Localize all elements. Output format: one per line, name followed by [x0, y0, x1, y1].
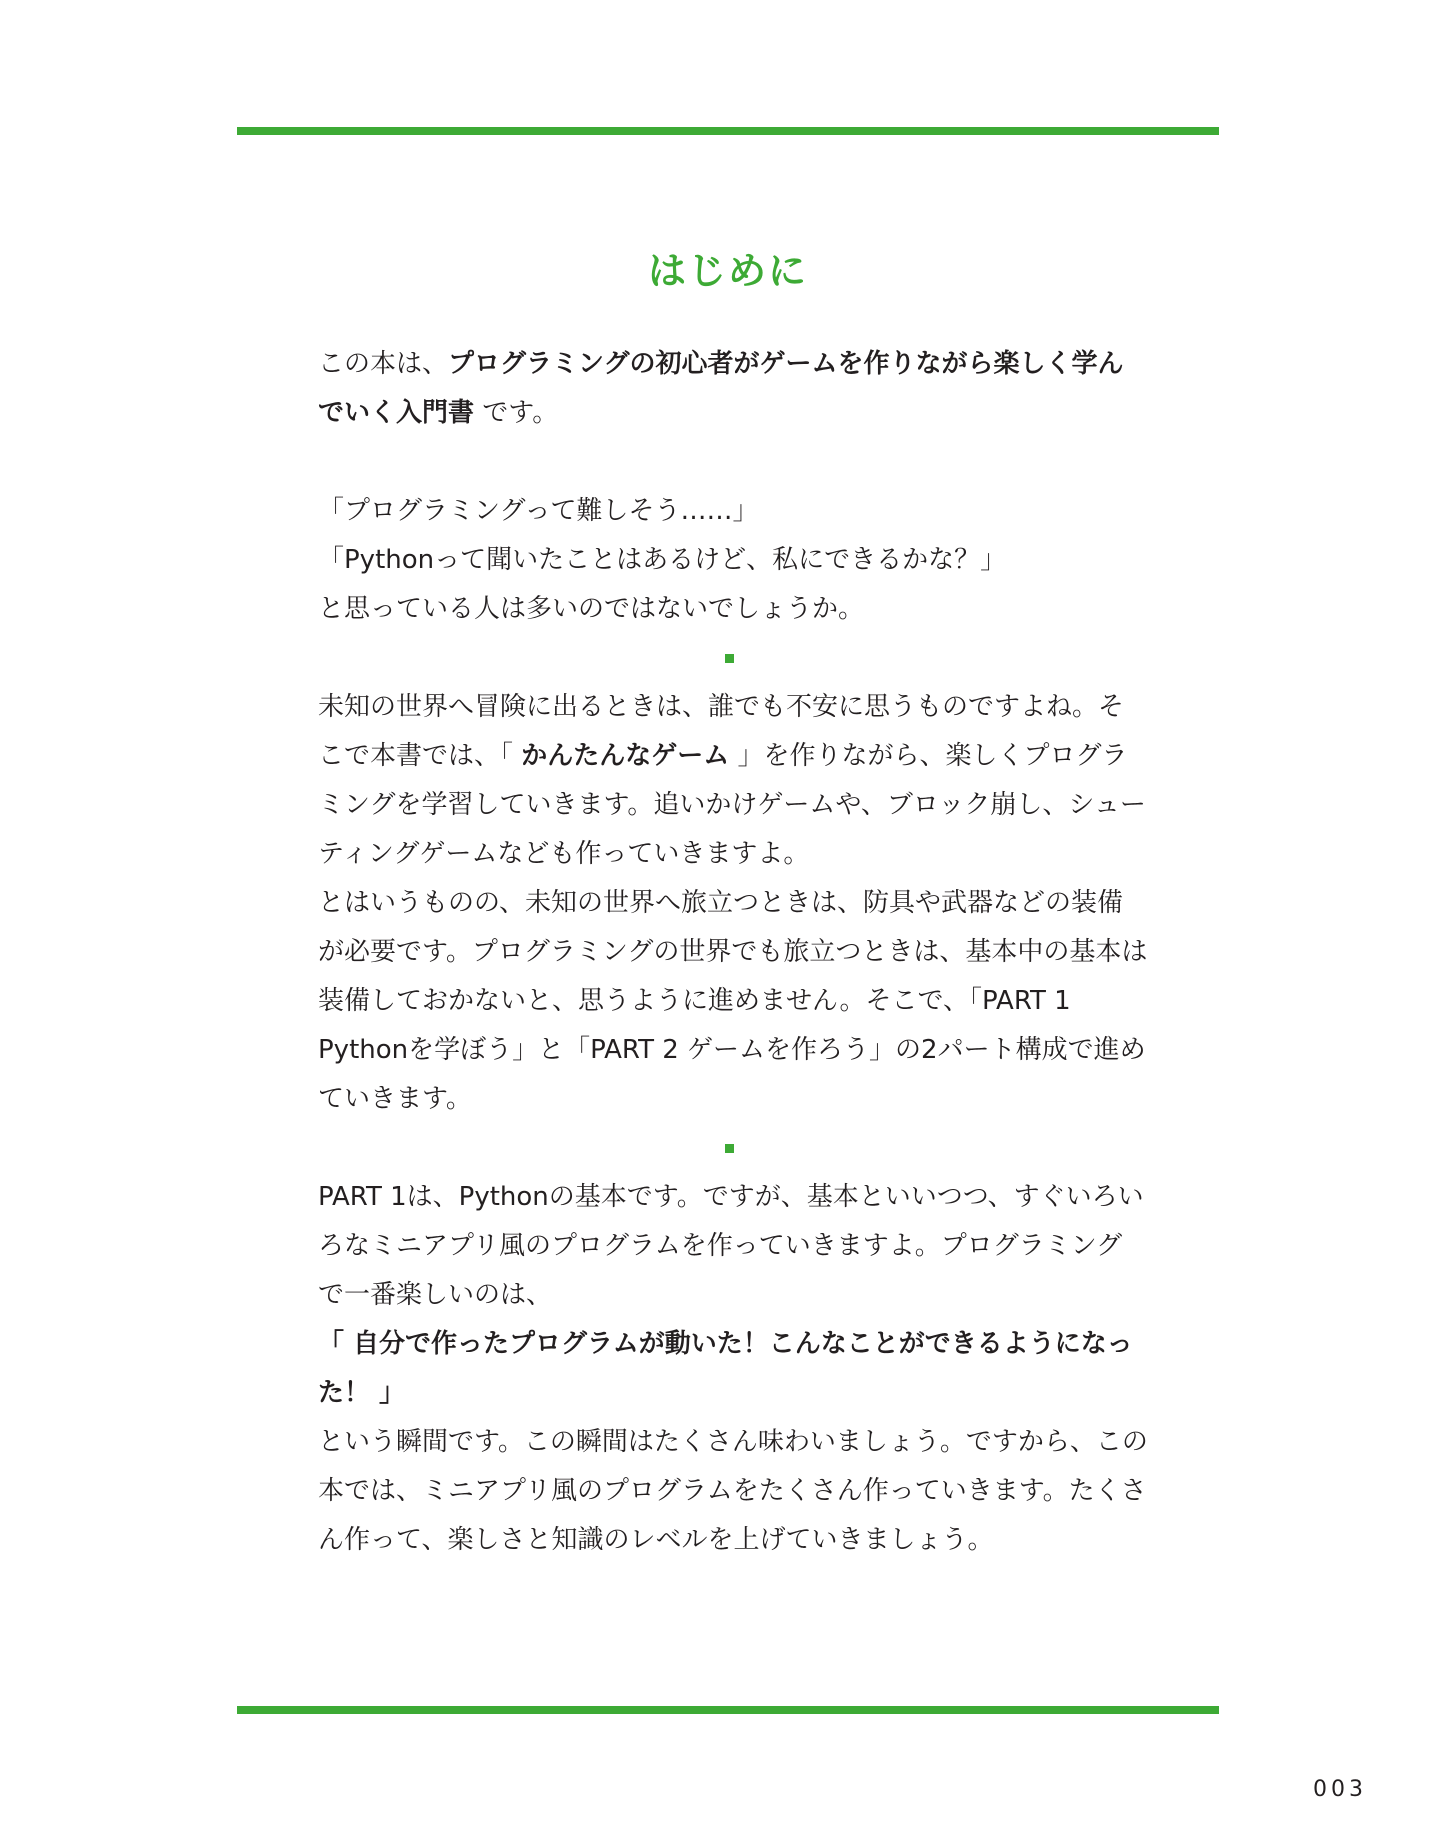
quote-line-3: と思っている人は多いのではないでしょうか。: [318, 594, 865, 624]
section3-paragraph-1: PART 1は、Pythonの基本です。ですが、基本といいつつ、すぐいろいろなミニアプリ風のプログラムを作っていきますよ。プログラミングで一番楽しいのは、: [318, 1182, 1144, 1310]
intro-emphasis: プログラミングの初心者がゲームを作りながら楽しく学んでいく入門書: [318, 349, 1124, 428]
section3-emphasis-text: 「 自分で作ったプログラムが動いた！こんなことができるようになった！ 」: [318, 1329, 1133, 1408]
section2-text-end: 」を作りながら、楽しくプログラミングを学習していきます。追いかけゲームや、ブロック崩し、シューティングゲームなども作っていきますよ。: [318, 741, 1146, 869]
quote-line-2: 「Pythonって聞いたことはあるけど、私にできるかな？」: [318, 545, 1007, 575]
section2-emphasis: かんたんなゲーム: [521, 741, 730, 771]
section2-text: 未知の世界へ冒険に出るときは、誰でも不安に思うものですよね。そこで本書では、「: [318, 692, 1125, 771]
section2-paragraph-1: [318, 683, 1148, 879]
section2-paragraph-2: とはいうものの、未知の世界へ旅立つときは、防具や武器などの装備が必要です。プログラミングの世界でも旅立つときは、基本中の基本は装備しておかないと、思うように進めません。そこで、「PART 1 Pythonを学ぼう」と「PART 2 ゲームを作ろう」の2パート構成で進めていきます。: [318, 888, 1148, 1114]
intro-text: この本は、: [318, 349, 449, 379]
separator-square-icon: [725, 1144, 734, 1153]
page-number: 003: [1313, 1777, 1367, 1802]
section3-paragraph-3: という瞬間です。この瞬間はたくさん味わいましょう。ですから、この本では、ミニアプリ風のプログラムをたくさん作っていきます。たくさん作って、楽しさと知識のレベルを上げていきましょう。: [318, 1427, 1148, 1555]
separator-square-icon: [725, 654, 734, 663]
bottom-divider: [237, 1706, 1219, 1714]
page-title: はじめに: [647, 249, 808, 294]
body-text: [318, 340, 1148, 1565]
section-separator: [318, 634, 1148, 683]
top-divider: [237, 127, 1219, 135]
intro-paragraph: [318, 340, 1148, 438]
section3-emphasis: [318, 1320, 1148, 1418]
section-separator: [318, 1124, 1148, 1173]
quote-line-1: 「プログラミングって難しそう……」: [318, 496, 759, 526]
intro-text-end: です。: [474, 398, 559, 428]
